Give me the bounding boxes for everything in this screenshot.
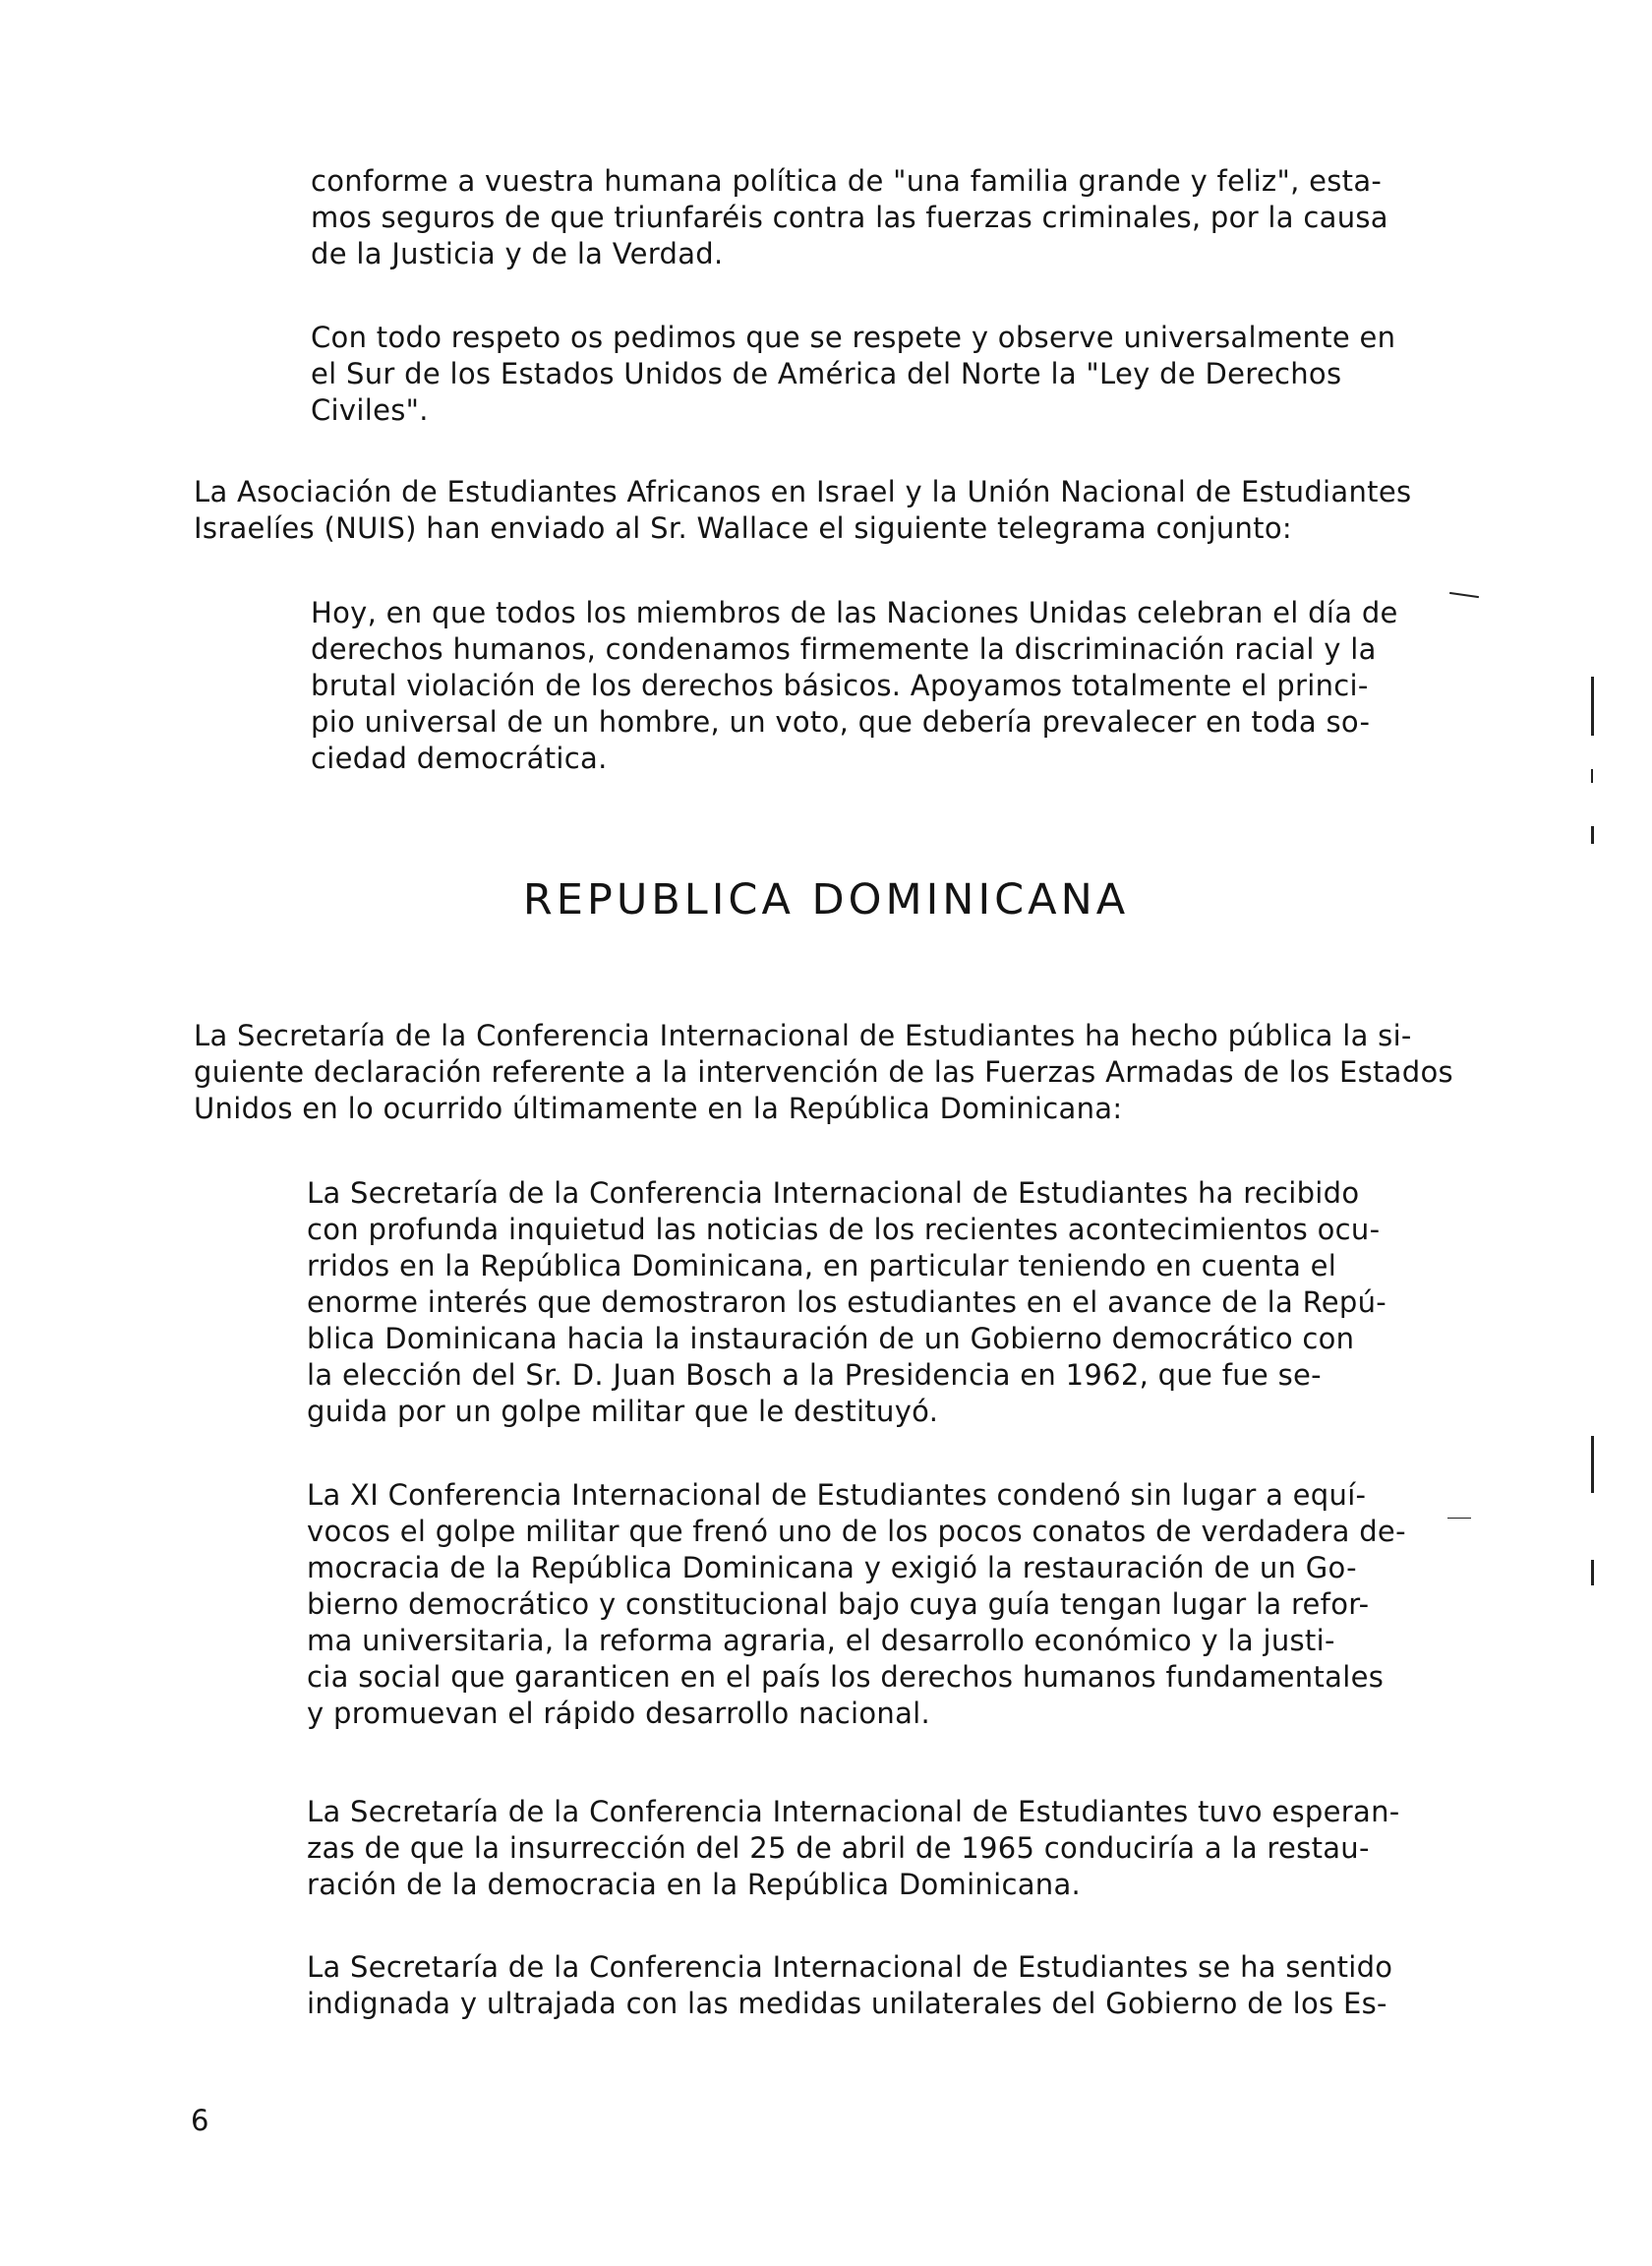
text-line: ma universitaria, la reforma agraria, el desarrollo económico y la justi- [307, 1624, 1335, 1657]
text-line: La XI Conferencia Internacional de Estudiantes condenó sin lugar a equí- [307, 1478, 1367, 1512]
text-line: Con todo respeto os pedimos que se respete y observe universalmente en [311, 321, 1396, 354]
margin-mark [1591, 677, 1594, 736]
paragraph-indignation [307, 1949, 1392, 2022]
text-line: cia social que garanticen en el país los derechos humanos fundamentales [307, 1660, 1385, 1694]
paragraph-eleventh-conference [307, 1477, 1406, 1732]
text-line: rridos en la República Dominicana, en particular teniendo en cuenta el [307, 1249, 1337, 1282]
text-line: zas de que la insurrección del 25 de abril de 1965 conduciría a la restau- [307, 1831, 1370, 1865]
text-line: Israelíes (NUIS) han enviado al Sr. Wallace el siguiente telegrama conjunto: [194, 511, 1292, 545]
page-number: 6 [191, 2104, 209, 2137]
margin-mark [1591, 769, 1593, 783]
paragraph-nuis-telegram-tail [311, 163, 1388, 272]
margin-mark [1449, 592, 1479, 598]
text-line: derechos humanos, condenamos firmemente la discriminación racial y la [311, 632, 1377, 666]
text-line: ración de la democracia en la República Dominicana. [307, 1868, 1082, 1901]
text-line: mocracia de la República Dominicana y exigió la restauración de un Go- [307, 1551, 1357, 1584]
text-line: de la Justicia y de la Verdad. [311, 237, 724, 270]
text-line: brutal violación de los derechos básicos. Apoyamos totalmente el princi- [311, 669, 1369, 702]
text-line: guida por un golpe militar que le destituyó. [307, 1395, 939, 1428]
text-line: indignada y ultrajada con las medidas unilaterales del Gobierno de los Es- [307, 1987, 1387, 2020]
text-line: la elección del Sr. D. Juan Bosch a la Presidencia en 1962, que fue se- [307, 1358, 1322, 1392]
margin-mark [1591, 826, 1594, 844]
text-line: Unidos en lo ocurrido últimamente en la República Dominicana: [194, 1092, 1123, 1125]
text-line: La Secretaría de la Conferencia Internacional de Estudiantes tuvo esperan- [307, 1795, 1400, 1828]
margin-mark [1447, 1518, 1471, 1519]
margin-mark [1591, 1436, 1594, 1493]
section-heading: REPUBLICA DOMINICANA [522, 875, 1130, 924]
paragraph-joint-telegram-text [311, 595, 1398, 777]
text-line: con profunda inquietud las noticias de los recientes acontecimientos ocu- [307, 1213, 1381, 1246]
paragraph-joint-telegram-intro [194, 474, 1411, 547]
paragraph-dominican-concern [307, 1175, 1386, 1430]
text-line: y promuevan el rápido desarrollo nacional. [307, 1697, 931, 1730]
text-line: blica Dominicana hacia la instauración de un Gobierno democrático con [307, 1322, 1355, 1355]
text-line: vocos el golpe militar que frenó uno de los pocos conatos de verdadera de- [307, 1515, 1406, 1548]
text-line: La Secretaría de la Conferencia Internacional de Estudiantes ha hecho pública la si- [194, 1019, 1412, 1052]
text-line: Hoy, en que todos los miembros de las Naciones Unidas celebran el día de [311, 596, 1398, 629]
paragraph-dominican-intro [194, 1018, 1453, 1127]
text-line: La Asociación de Estudiantes Africanos en Israel y la Unión Nacional de Estudiantes [194, 475, 1412, 508]
text-line: La Secretaría de la Conferencia Internacional de Estudiantes ha recibido [307, 1176, 1360, 1210]
text-line: pio universal de un hombre, un voto, que debería prevalecer en toda so- [311, 705, 1371, 739]
margin-mark [1591, 1560, 1594, 1585]
text-line: guiente declaración referente a la intervención de las Fuerzas Armadas de los Estados [194, 1055, 1453, 1089]
text-line: La Secretaría de la Conferencia Internacional de Estudiantes se ha sentido [307, 1950, 1393, 1984]
text-line: enorme interés que demostraron los estudiantes en el avance de la Repú- [307, 1285, 1387, 1319]
text-line: el Sur de los Estados Unidos de América del Norte la "Ley de Derechos [311, 357, 1342, 390]
text-line: conforme a vuestra humana política de "una familia grande y feliz", esta- [311, 164, 1383, 198]
text-line: ciedad democrática. [311, 742, 608, 775]
text-line: bierno democrático y constitucional bajo cuya guía tengan lugar la refor- [307, 1587, 1370, 1621]
text-line: mos seguros de que triunfaréis contra las fuerzas criminales, por la causa [311, 201, 1388, 234]
text-line: Civiles". [311, 393, 429, 427]
paragraph-insurrection-hopes [307, 1794, 1400, 1903]
paragraph-civil-rights-request [311, 320, 1395, 429]
